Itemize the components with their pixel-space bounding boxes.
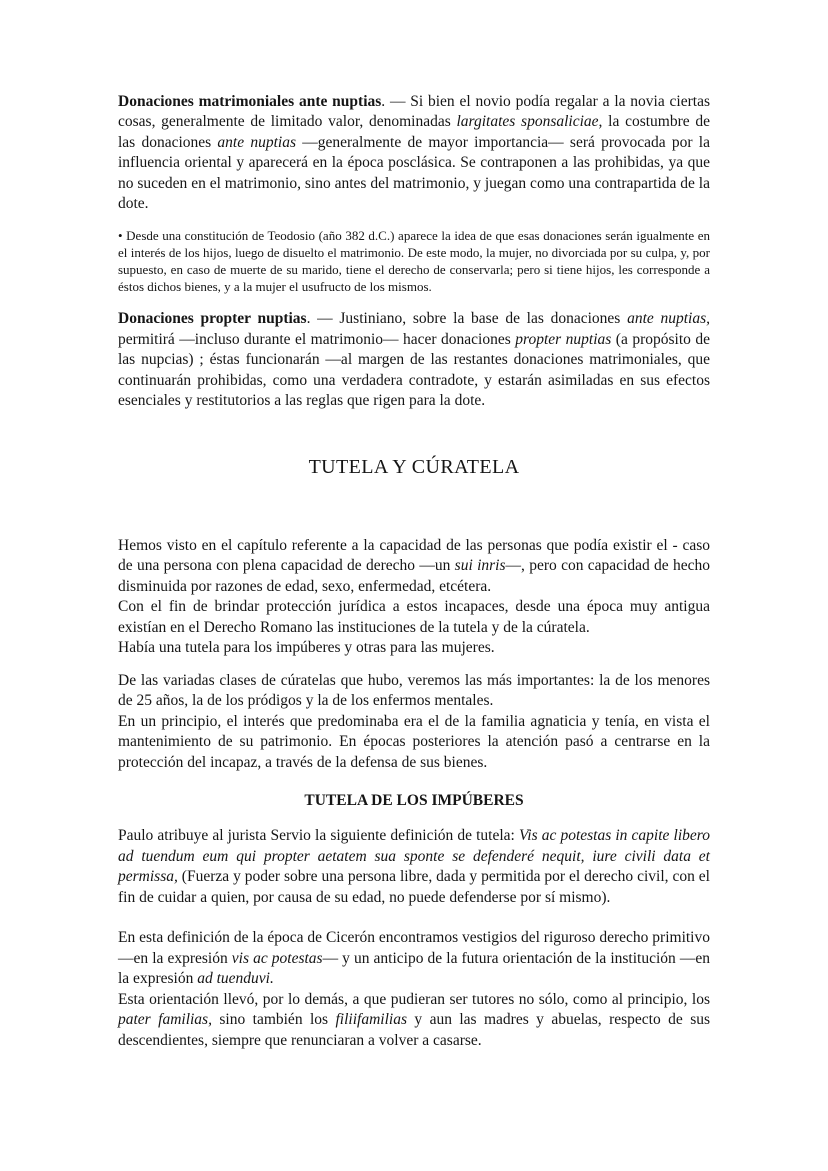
- text-run: y aun las madres y abuelas, respecto de sus descendientes, siempre que renunciaran a volver a casarse.: [118, 1011, 711, 1049]
- text-run: Hemos visto en el capítulo referente a la capacidad de las personas que podía existir el - caso de una persona con plena capacidad de derecho —un: [118, 537, 710, 575]
- paragraph-curatelas-1: De las variadas clases de cúratelas que hubo, veremos las más importantes: la de los menores de 25 años, la de los pródigos y la de los enfermos mentales.: [118, 671, 710, 710]
- italic-run: Vis ac potestas in capite libero ad tuendum eum qui propter aetatem sua sponte se defenderé nequit, iure civili data et permissa,: [118, 827, 710, 886]
- text-run: (Fuerza y poder sobre una persona libre, dada y permitida por el derecho civil, con el fin de cuidar a quien, por causa de su edad, no puede defenderse por sí mismo).: [118, 868, 710, 906]
- paragraph-definicion-tutela: [118, 826, 710, 908]
- bold-lead: Donaciones matrimoniales ante nuptias: [118, 93, 382, 110]
- text-run: —, pero con capacidad de hecho disminuida por razones de edad, sexo, enfermedad, etcétera.: [118, 557, 711, 595]
- italic-run: sui inris: [454, 557, 506, 575]
- paragraph-tutela-intro-2: Con el fin de brindar protección jurídica a estos incapaces, desde una época muy antigua existían en el Derecho Romano las instituciones de la tutela y de la cúratela.: [118, 598, 710, 636]
- text-run: la costumbre de las donaciones: [118, 113, 711, 151]
- heading-tutela-de-los-impuberes: TUTELA DE LOS IMPÚBERES: [304, 791, 524, 809]
- text-run: —generalmente de mayor importancia— será provocada por la influencia oriental y aparecerá en la época posclásica. Se contraponen a las prohibidas, ya que no suceden en el matrimonio, sino antes del matrimonio, y juegan como una contrapartida de la dote.: [118, 133, 710, 213]
- paragraph-ciceron-1: [118, 928, 710, 989]
- italic-run: ad tuenduvi.: [197, 970, 274, 988]
- heading-tutela-y-curatela: TUTELA Y CÚRATELA: [308, 455, 520, 478]
- text-run: . — Justiniano, sobre la base de las donaciones: [306, 310, 628, 328]
- text-run: — y un anticipo de la futura orientación de la institución —en la expresión: [118, 949, 710, 988]
- italic-run: ante nuptias: [217, 133, 296, 151]
- paragraph-donaciones-ante-nuptias: [118, 92, 710, 215]
- text-run: Esta orientación llevó, por lo demás, a que pudieran ser tutores no sólo, como al principio, los: [118, 990, 710, 1008]
- text-run: En esta definición de la época de Cicerón encontramos vestigios del riguroso derecho primitivo —en la expresión: [118, 929, 710, 967]
- bold-lead: Donaciones propter nuptias: [118, 310, 307, 328]
- text-run: Paulo atribuye al jurista Servio la siguiente definición de tutela:: [118, 827, 519, 845]
- italic-run: largitates sponsaliciae,: [456, 113, 603, 131]
- text-run: permitirá —incluso durante el matrimonio— hacer donaciones: [118, 330, 516, 348]
- text-run: (a propósito de las nupcias) ; éstas funcionarán —al margen de las restantes donaciones matrimoniales, que continuarán prohibidas, como una verdadera contradote, y estarán asimiladas en sus efectos esenciales y restitutorios a las reglas que rigen para la dote.: [118, 330, 710, 410]
- paragraph-curatelas-2: En un principio, el interés que predominaba era el de la familia agnaticia y tenía, en vista el mantenimiento de su patrimonio. En épocas posteriores la atención pasó a centrarse en la protección del incapaz, a través de la defensa de sus bienes.: [118, 712, 710, 771]
- note-teodosio: • Desde una constitución de Teodosio (año 382 d.C.) aparece la idea de que esas donaciones serán igualmente en el interés de los hijos, luego de disuelto el matrimonio. De este modo, la mujer, no divorciada por su culpa, y, por supuesto, en caso de muerte de su marido, tiene el derecho de conservarla; pero si tiene hijos, les corresponde a éstos dichos bienes, y a la mujer el usufructo de los mismos.: [118, 227, 710, 295]
- paragraph-tutela-intro-1: [118, 536, 710, 597]
- paragraph-ciceron-2: [118, 990, 710, 1051]
- text-run: . — Si bien el novio podía regalar a la novia ciertas cosas, generalmente de limitado valor, denominadas: [118, 93, 710, 131]
- italic-run: vis ac potestas: [231, 949, 323, 967]
- italic-run: filiifamilias: [335, 1011, 407, 1029]
- paragraph-tutela-intro-3: Había una tutela para los impúberes y otras para las mujeres.: [118, 639, 495, 657]
- italic-run: pater familias,: [118, 1011, 212, 1029]
- text-run: sino también los: [211, 1011, 336, 1029]
- italic-run: propter nuptias: [515, 330, 612, 348]
- italic-run: ante nuptias,: [627, 310, 710, 328]
- paragraph-donaciones-propter-nuptias: [118, 309, 710, 411]
